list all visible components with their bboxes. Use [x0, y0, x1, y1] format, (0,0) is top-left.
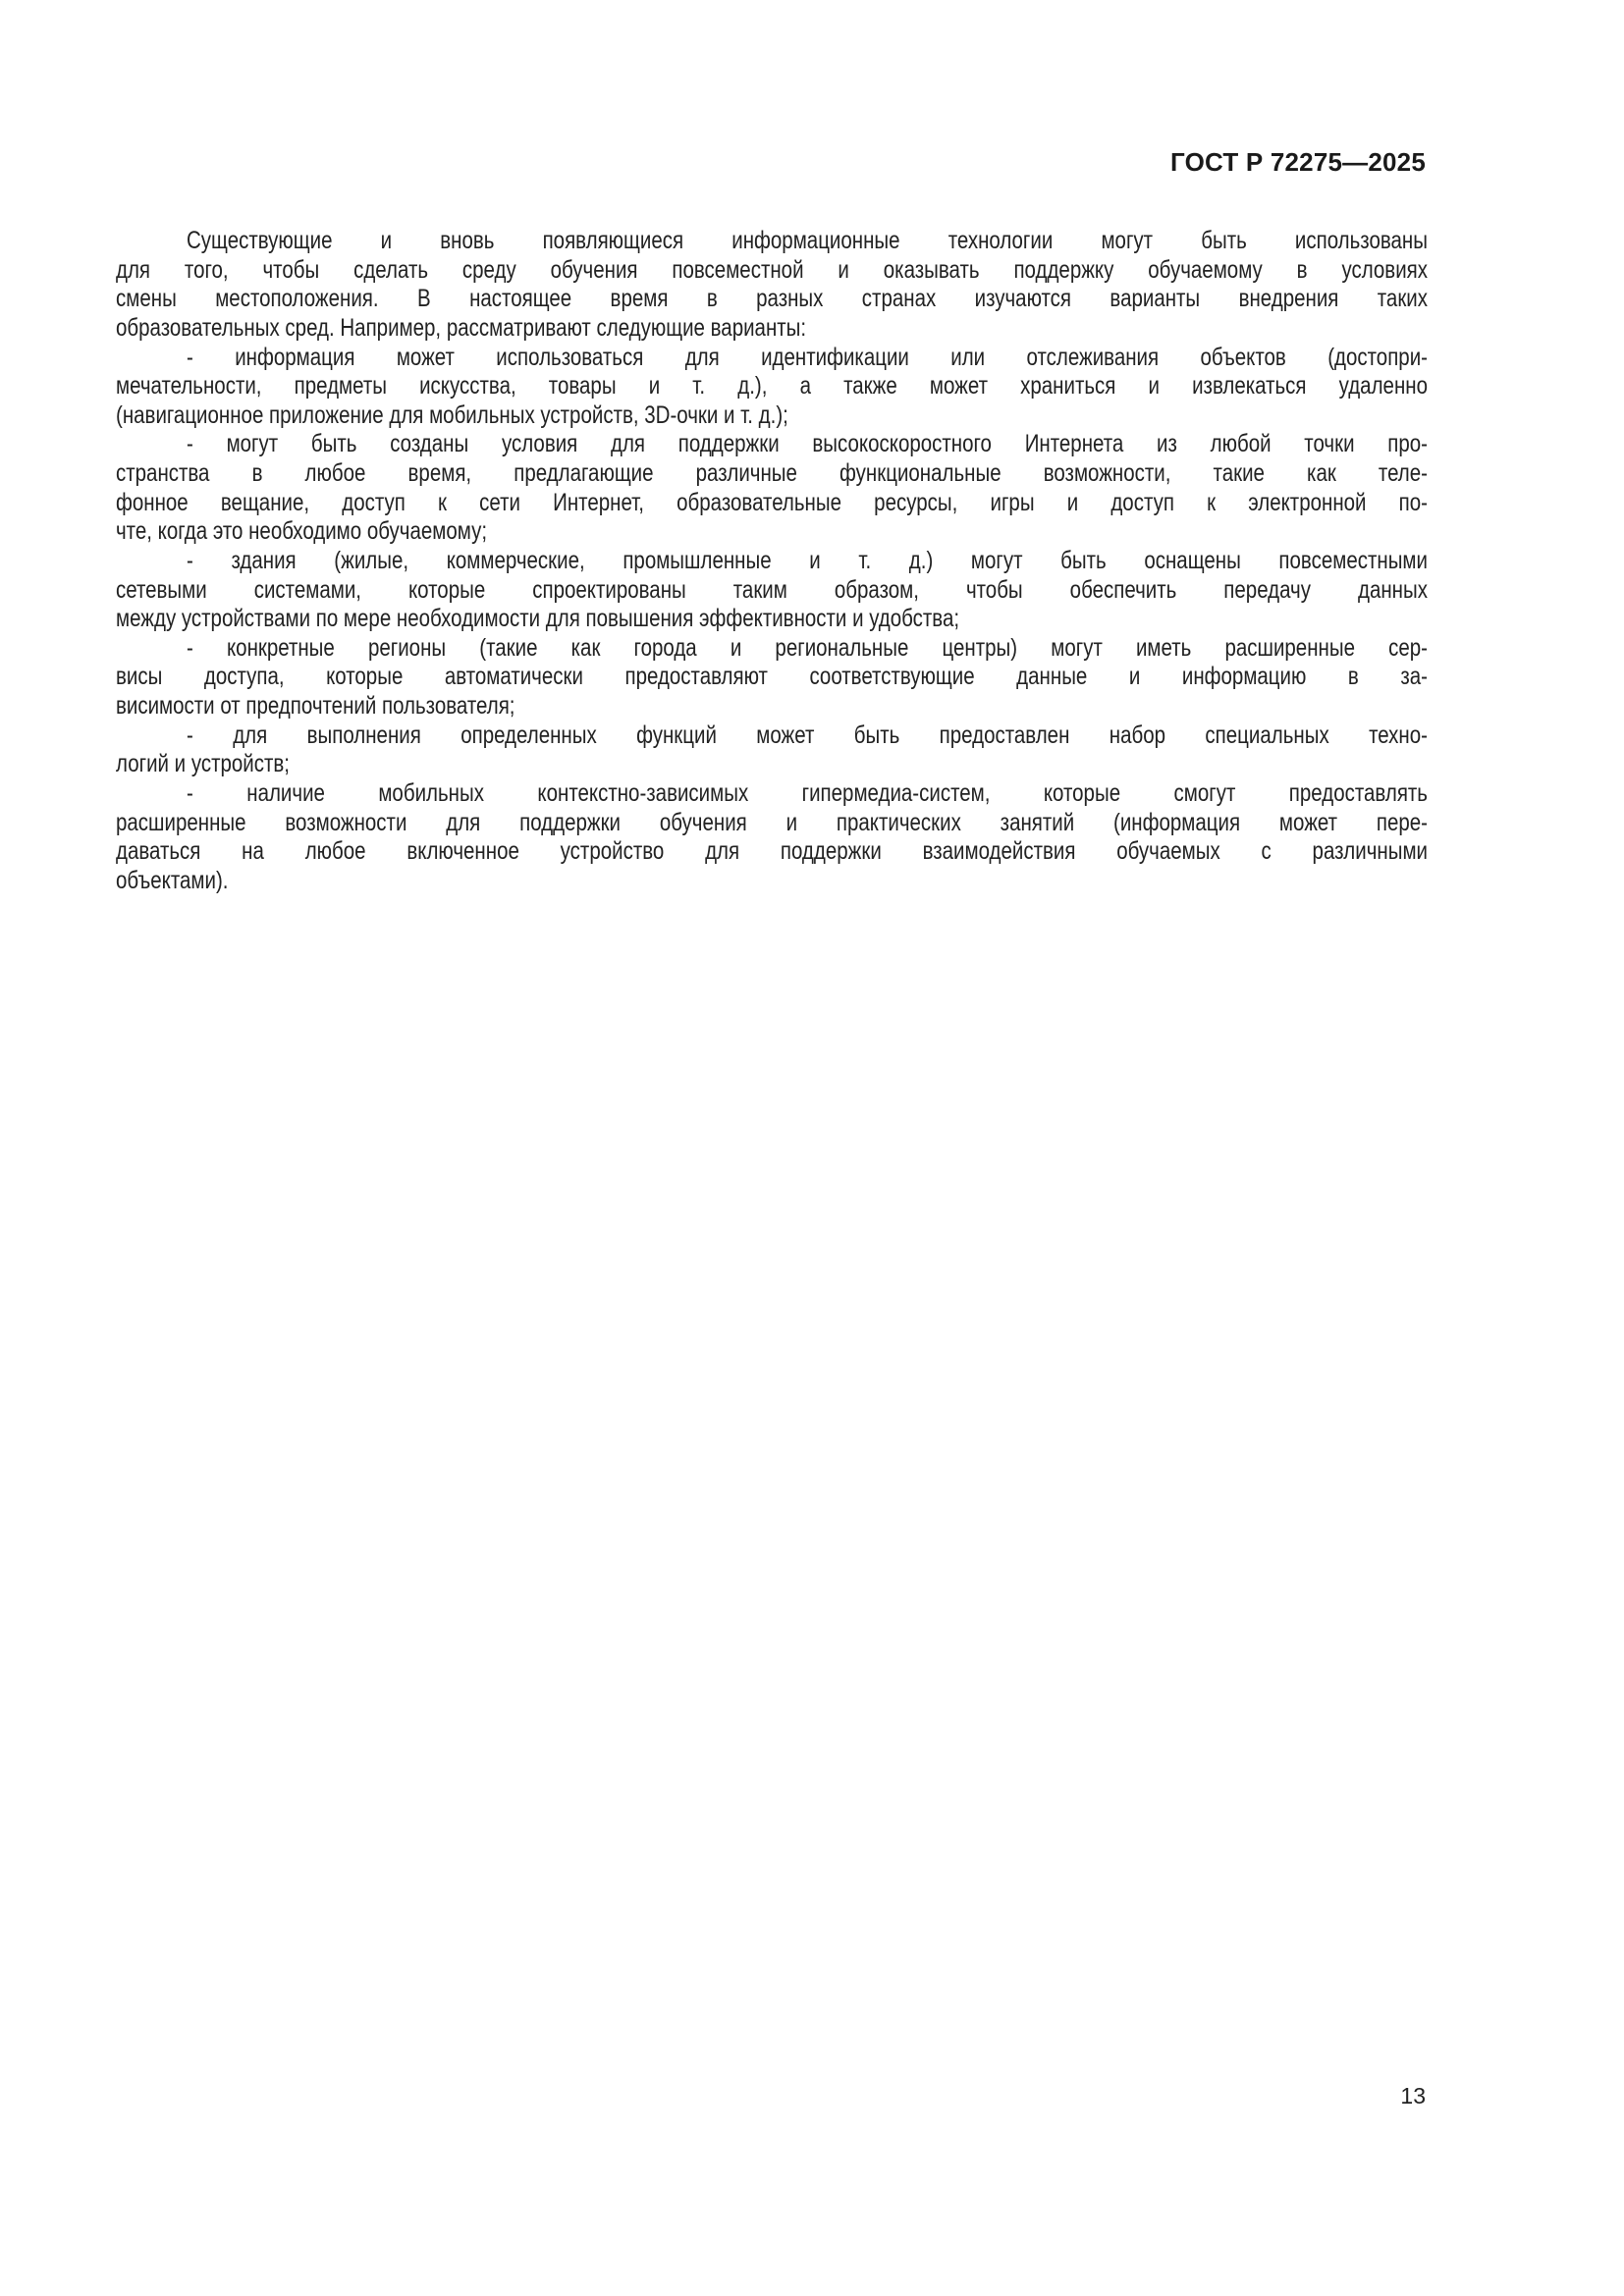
text-line [116, 285, 1428, 314]
text-line-content: фонное вещание, доступ к сети Интернет, образовательные ресурсы, игры и доступ к электронной по- [116, 488, 1428, 516]
text-line [116, 401, 1428, 431]
paragraph-first-line [116, 721, 1428, 751]
text-line-content: - здания (жилые, коммерческие, промышленные и т. д.) могут быть оснащены повсеместными [187, 546, 1428, 574]
text-line [116, 576, 1428, 606]
text-line-content: объектами). [116, 866, 229, 894]
text-line-content: расширенные возможности для поддержки обучения и практических занятий (информация может пере- [116, 808, 1428, 836]
text-line-content: (навигационное приложение для мобильных устройств, 3D-очки и т. д.); [116, 400, 788, 429]
text-line-content: странства в любое время, предлагающие различные функциональные возможности, такие как теле- [116, 459, 1428, 487]
text-line-content: смены местоположения. В настоящее время в разных странах изучаются варианты внедрения таких [116, 285, 1428, 313]
text-line [116, 867, 1428, 896]
paragraph-first-line [116, 430, 1428, 459]
text-line-content: даваться на любое включенное устройство для поддержки взаимодействия обучаемых с различными [116, 837, 1428, 866]
page-number: 13 [1400, 2083, 1426, 2109]
text-line-content: между устройствами по мере необходимости для повышения эффективности и удобства; [116, 605, 960, 633]
text-line-content: - конкретные регионы (такие как города и региональные центры) могут иметь расширенные сер- [187, 633, 1428, 662]
text-line-content: - могут быть созданы условия для поддержки высокоскоростного Интернета из любой точки про- [187, 430, 1428, 458]
text-line [116, 489, 1428, 518]
text-line-content: - информация может использоваться для идентификации или отслеживания объектов (достопри- [187, 343, 1428, 371]
text-line-content: для того, чтобы сделать среду обучения повсеместной и оказывать поддержку обучаемому в условиях [116, 255, 1428, 284]
paragraph-first-line [116, 779, 1428, 809]
text-line-content: логий и устройств; [116, 750, 290, 778]
text-line-content: - для выполнения определенных функций может быть предоставлен набор специальных техно- [187, 721, 1428, 749]
text-line [116, 256, 1428, 286]
text-line-content: висимости от предпочтений пользователя; [116, 692, 515, 720]
text-line [116, 663, 1428, 692]
text-line [116, 314, 1428, 344]
paragraph-first-line [116, 227, 1428, 256]
text-line-content: - наличие мобильных контекстно-зависимых гипермедиа-систем, которые смогут предоставлять [187, 778, 1428, 807]
text-line [116, 837, 1428, 867]
paragraph-first-line [116, 634, 1428, 664]
text-line [116, 459, 1428, 489]
paragraph-first-line [116, 547, 1428, 576]
text-line [116, 692, 1428, 721]
text-line [116, 372, 1428, 401]
body-text [116, 227, 1428, 895]
text-line-content: мечательности, предметы искусства, товары и т. д.), а также может храниться и извлекаться удаленно [116, 372, 1428, 400]
text-line-content: сетевыми системами, которые спроектированы таким образом, чтобы обеспечить передачу данных [116, 575, 1428, 604]
paragraph-first-line [116, 344, 1428, 373]
text-line [116, 750, 1428, 779]
text-line [116, 809, 1428, 838]
text-line-content: образовательных сред. Например, рассматривают следующие варианты: [116, 313, 807, 342]
text-line-content: Существующие и вновь появляющиеся информационные технологии могут быть использованы [187, 227, 1428, 254]
text-line [116, 605, 1428, 634]
text-line-content: чте, когда это необходимо обучаемому; [116, 517, 488, 546]
text-line [116, 517, 1428, 547]
document-code-header: ГОСТ Р 72275—2025 [1170, 147, 1426, 177]
text-line-content: висы доступа, которые автоматически предоставляют соответствующие данные и информацию в за- [116, 663, 1428, 691]
